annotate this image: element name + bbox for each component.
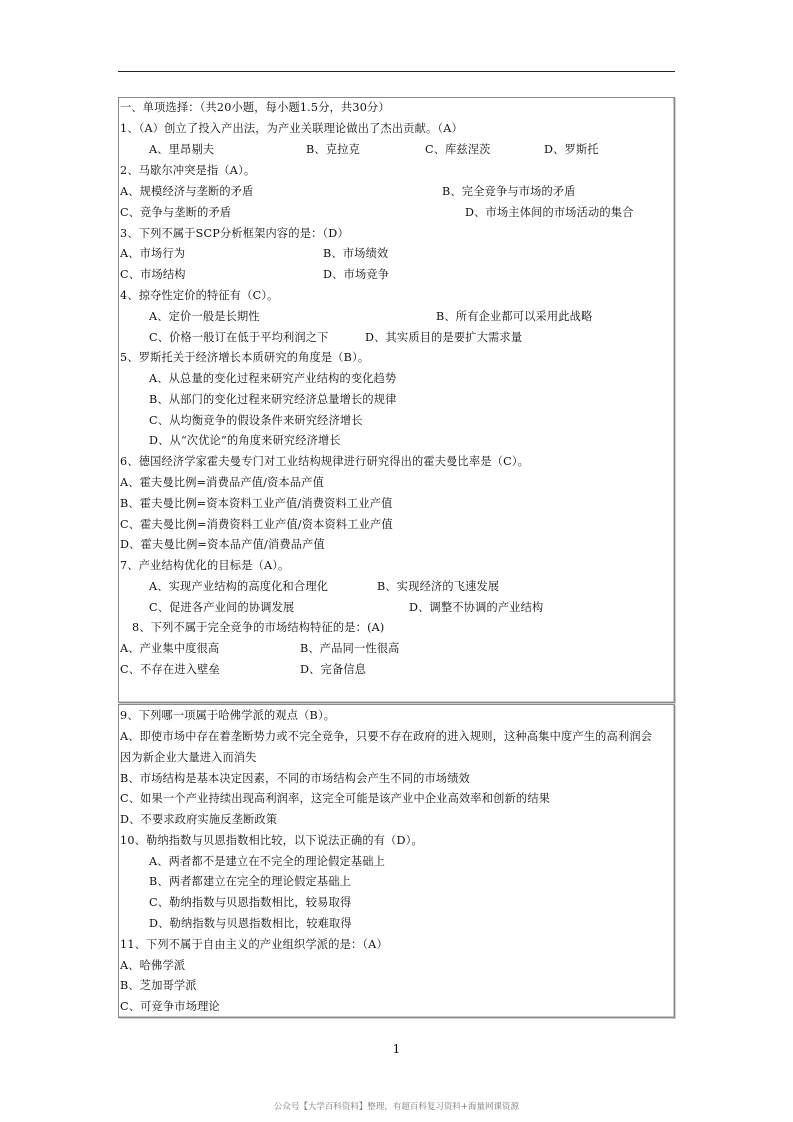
question-2-option-b: B、完全竞争与市场的矛盾 [442, 185, 576, 198]
question-5-option-c: C、从均衡竞争的假设条件来研究经济增长 [149, 414, 363, 427]
question-box-2 [118, 704, 675, 1018]
question-3-stem: 3、下列不属于SCP分析框架内容的是：（D） [120, 227, 349, 240]
question-8-option-d: D、完备信息 [300, 663, 367, 676]
question-6-option-a: A、霍夫曼比例=消费品产值/资本品产值 [120, 476, 325, 489]
question-10-option-c: C、勒纳指数与贝恩指数相比，较易取得 [149, 896, 352, 909]
question-9-option-b: B、市场结构是基本决定因素，不同的市场结构会产生不同的市场绩效 [120, 772, 471, 785]
question-9-stem: 9、下列哪一项属于哈佛学派的观点（B）。 [120, 709, 336, 722]
question-5-option-d: D、从“次优论”的角度来研究经济增长 [149, 434, 341, 447]
question-10-option-b: B、两者都建立在完全的理论假定基础上 [149, 875, 352, 888]
question-2-option-c: C、竞争与垄断的矛盾 [120, 206, 232, 219]
header-rule [118, 71, 675, 72]
question-5-option-b: B、从部门的变化过程来研究经济总量增长的规律 [149, 393, 397, 406]
question-3-option-d: D、市场竞争 [323, 268, 390, 281]
question-4-option-c: C、价格一般订在低于平均利润之下 [149, 331, 329, 344]
question-5-stem: 5、罗斯托关于经济增长本质研究的角度是（B）。 [120, 351, 370, 364]
question-4-option-b: B、所有企业都可以采用此战略 [436, 310, 593, 323]
question-1-option-c: C、库兹涅茨 [425, 143, 491, 156]
question-10-option-a: A、两者都不是建立在不完全的理论假定基础上 [149, 855, 386, 868]
question-11-option-c: C、可竞争市场理论 [120, 1000, 220, 1013]
question-4-option-a: A、定价一般是长期性 [149, 310, 260, 323]
question-6-option-b: B、霍夫曼比例=资本资料工业产值/消费资料工业产值 [120, 497, 393, 510]
question-11-option-b: B、芝加哥学派 [120, 979, 197, 992]
footer-watermark: 公众号【大学百科资料】整理，有超百科复习资料+海量网课资源 [273, 1102, 520, 1112]
question-4-stem: 4、掠夺性定价的特征有（C）。 [120, 289, 279, 302]
question-3-option-a: A、市场行为 [120, 247, 186, 260]
question-8-option-b: B、产品同一性很高 [300, 642, 400, 655]
question-11-option-a: A、哈佛学派 [120, 959, 186, 972]
section-title: 一、单项选择：（共20小题，每小题1.5分，共30分） [120, 101, 390, 114]
question-10-option-d: D、勒纳指数与贝恩指数相比，较难取得 [149, 917, 352, 930]
question-2-stem: 2、马歇尔冲突是指（A）。 [120, 164, 256, 177]
question-11-stem: 11、下列不属于自由主义的产业组织学派的是：（A） [120, 938, 388, 951]
question-7-option-a: A、实现产业结构的高度化和合理化 [149, 580, 329, 593]
question-9-option-a-cont: 因为新企业大量进入而消失 [120, 751, 257, 764]
question-7-option-b: B、实现经济的飞速发展 [377, 580, 500, 593]
question-6-stem: 6、德国经济学家霍夫曼专门对工业结构规律进行研究得出的霍夫曼比率是（C）。 [120, 455, 530, 468]
question-6-option-d: D、霍夫曼比例=资本品产值/消费品产值 [120, 538, 325, 551]
question-9-option-d: D、不要求政府实施反垄断政策 [120, 813, 278, 826]
question-8-option-a: A、产业集中度很高 [120, 642, 220, 655]
page-number: 1 [392, 1042, 401, 1056]
question-8-option-c: C、不存在进入壁垒 [120, 663, 220, 676]
question-2-option-a: A、规模经济与垄断的矛盾 [120, 185, 254, 198]
question-4-option-d: D、其实质目的是要扩大需求量 [365, 331, 523, 344]
question-7-stem: 7、产业结构优化的目标是（A）。 [120, 559, 290, 572]
question-9-option-c: C、如果一个产业持续出现高利润率，这完全可能是该产业中企业高效率和创新的结果 [120, 792, 551, 805]
question-box-1 [118, 97, 675, 703]
question-3-option-c: C、市场结构 [120, 268, 186, 281]
question-7-option-d: D、调整不协调的产业结构 [409, 601, 544, 614]
question-6-option-c: C、霍夫曼比例=消费资料工业产值/资本资料工业产值 [120, 518, 393, 531]
question-5-option-a: A、从总量的变化过程来研究产业结构的变化趋势 [149, 372, 397, 385]
question-7-option-c: C、促进各产业间的协调发展 [149, 601, 295, 614]
question-10-stem: 10、勒纳指数与贝恩指数相比较，以下说法正确的有（D）。 [120, 834, 423, 847]
question-1-option-d: D、罗斯托 [544, 143, 599, 156]
question-1-stem: 1、（A）创立了投入产出法，为产业关联理论做出了杰出贡献。（A） [120, 122, 463, 135]
question-1-option-a: A、里昂剔夫 [149, 143, 215, 156]
question-1-option-b: B、克拉克 [306, 143, 360, 156]
question-9-option-a: A、即使市场中存在着垄断势力或不完全竞争，只要不存在政府的进入规则，这种高集中度产生的高利润会 [120, 730, 653, 743]
question-2-option-d: D、市场主体间的市场活动的集合 [465, 206, 634, 219]
question-8-stem: 8、下列不属于完全竞争的市场结构特征的是：(A) [132, 621, 385, 634]
question-3-option-b: B、市场绩效 [323, 247, 389, 260]
